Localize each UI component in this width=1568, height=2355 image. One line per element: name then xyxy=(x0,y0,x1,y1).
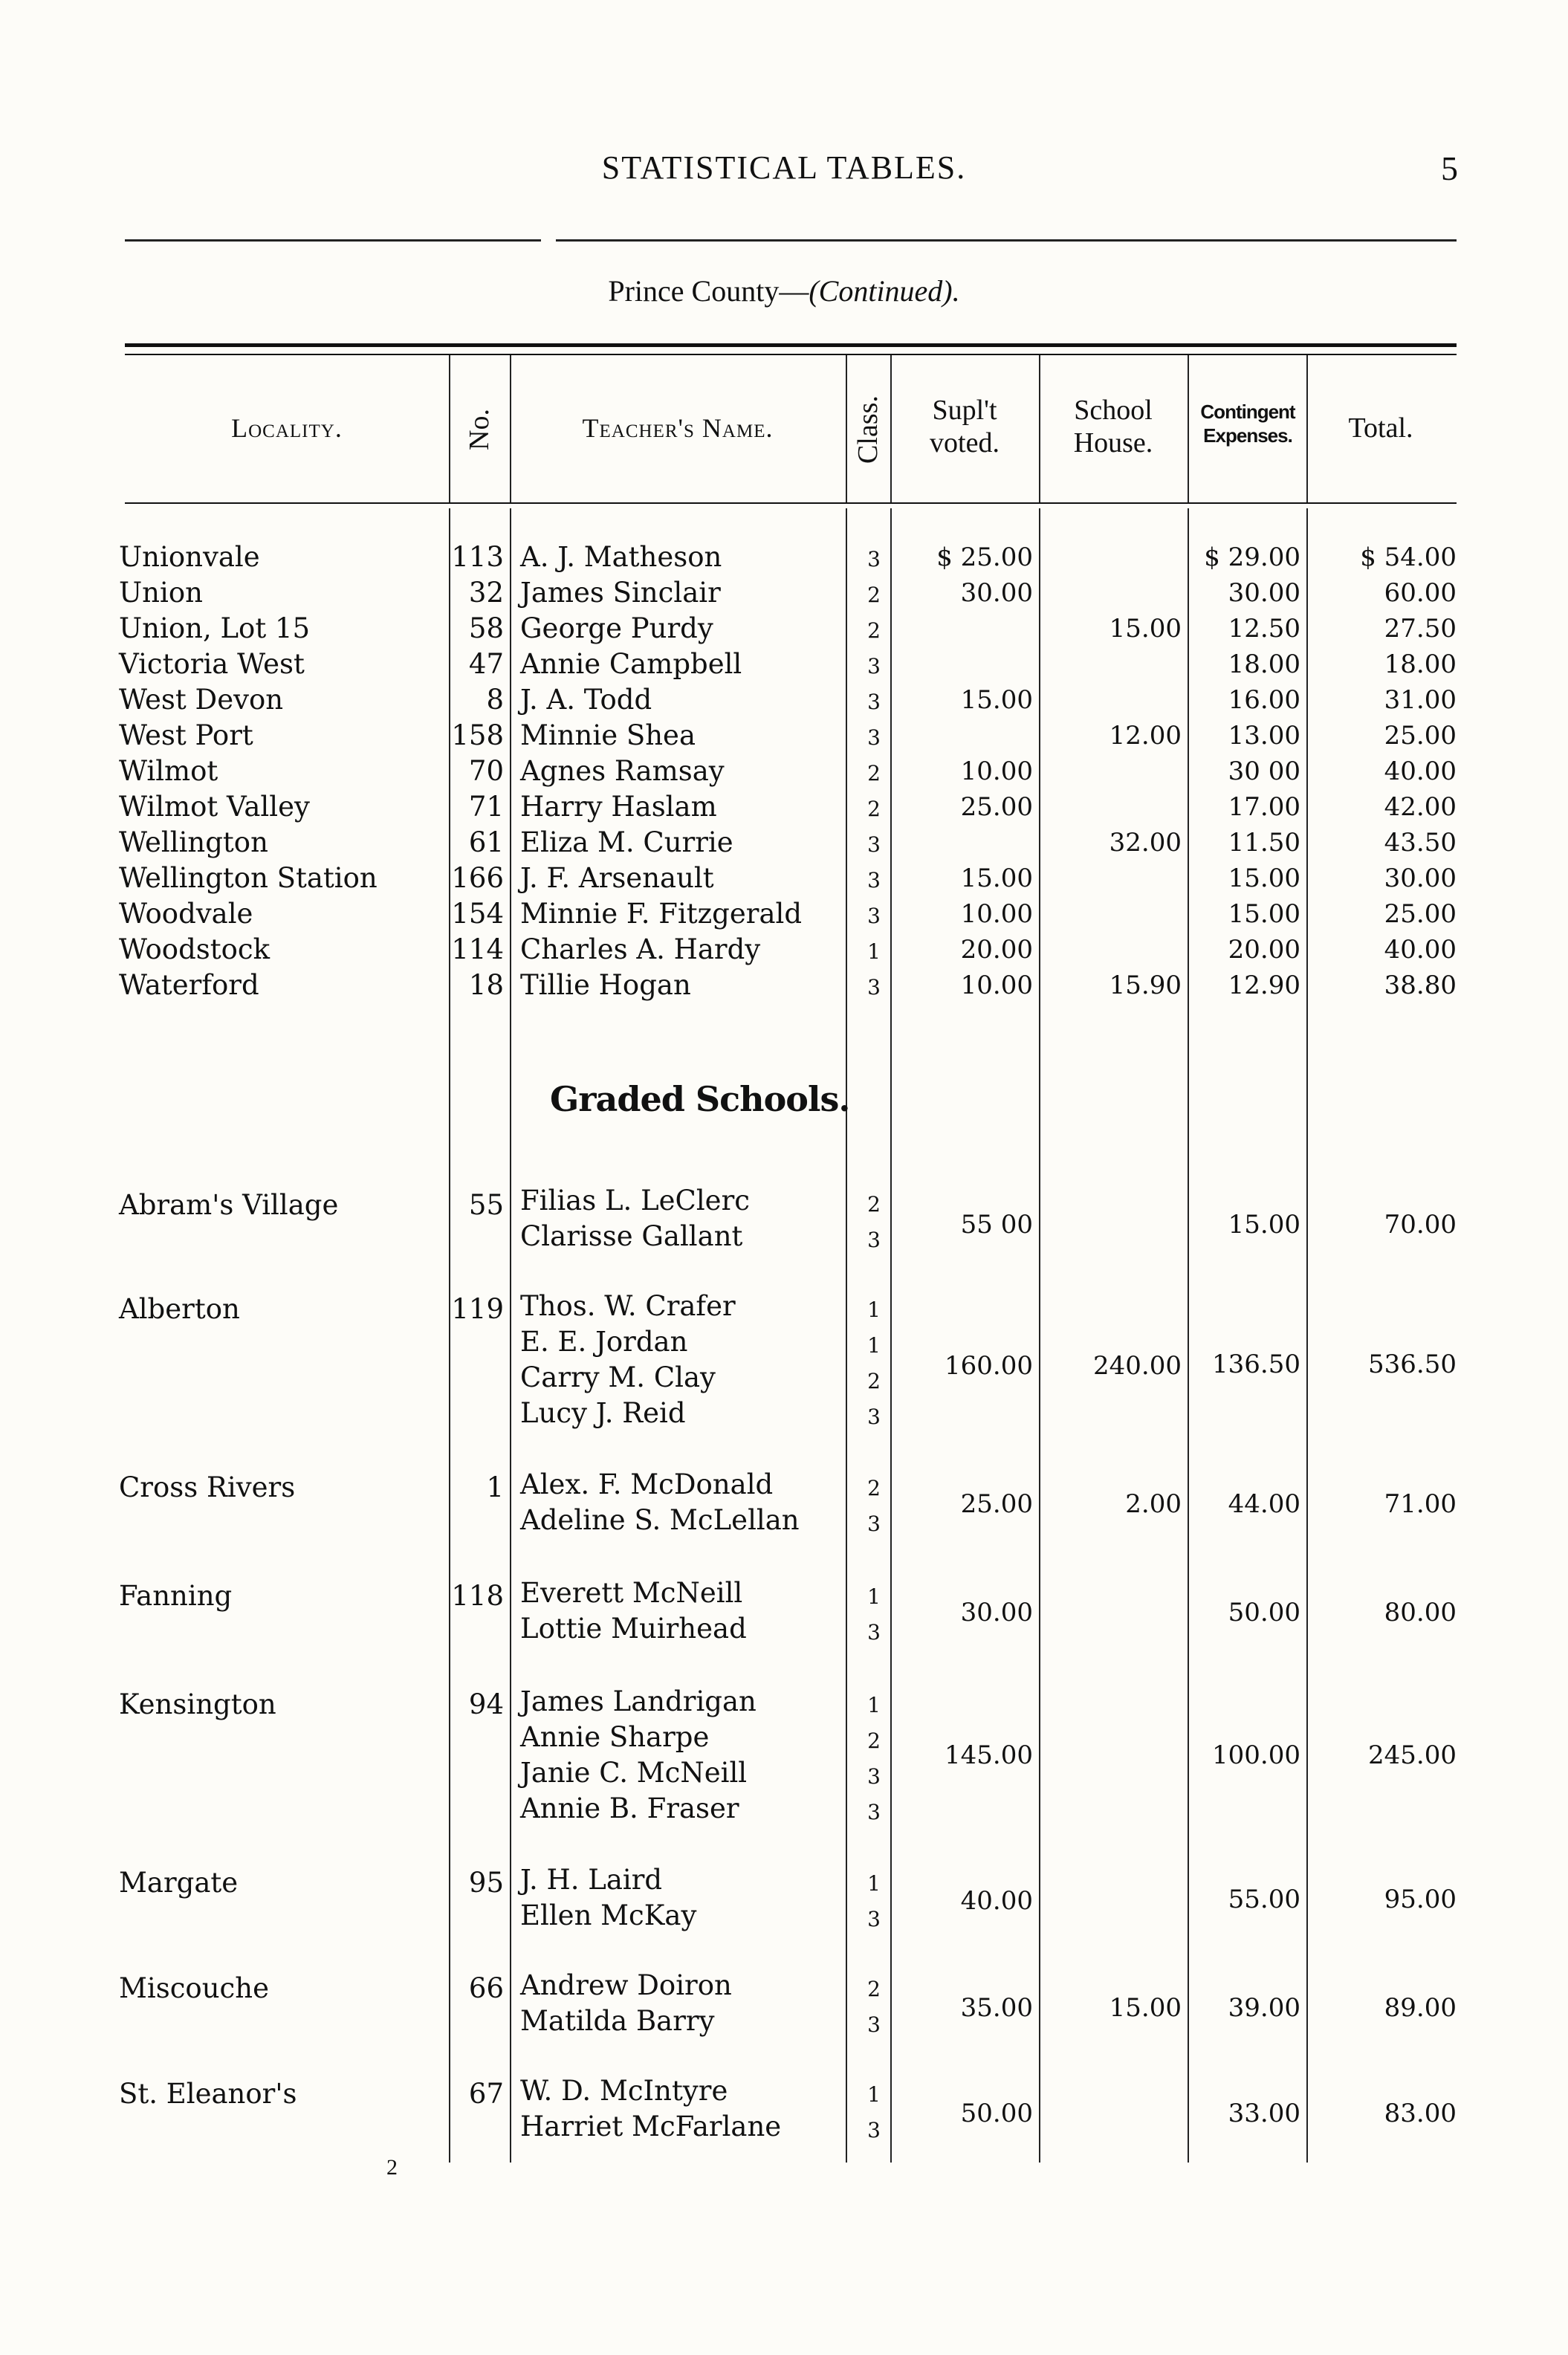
teacher-cell: J. H. Laird xyxy=(520,1864,663,1896)
teacher-cell: Thos. W. Crafer xyxy=(520,1290,736,1322)
col-divider xyxy=(510,508,511,2163)
class-cell: 1 xyxy=(867,1333,881,1358)
locality-cell: Cross Rivers xyxy=(119,1471,296,1503)
school-house-cell: 15.00 xyxy=(1109,1993,1182,2023)
teacher-cell: Harry Haslam xyxy=(520,791,717,823)
class-cell: 3 xyxy=(867,2118,881,2142)
class-cell: 2 xyxy=(867,1192,881,1217)
class-cell: 1 xyxy=(867,1693,881,1717)
teacher-cell: Alex. F. McDonald xyxy=(520,1468,774,1500)
teacher-cell: J. F. Arsenault xyxy=(520,862,714,894)
class-cell: 1 xyxy=(867,939,881,964)
class-cell: 2 xyxy=(867,618,881,643)
teacher-cell: Carry M. Clay xyxy=(520,1361,716,1393)
total-cell: 89.00 xyxy=(1384,1993,1457,2023)
total-cell: 30.00 xyxy=(1384,864,1457,893)
locality-cell: St. Eleanor's xyxy=(119,2078,297,2110)
teacher-cell: Minnie F. Fitzgerald xyxy=(520,898,803,930)
locality-cell: Kensington xyxy=(119,1688,276,1720)
total-cell: 43.50 xyxy=(1384,828,1457,858)
class-cell: 3 xyxy=(867,654,881,678)
locality-cell: West Port xyxy=(119,719,253,751)
teacher-cell: Annie Campbell xyxy=(520,648,742,680)
total-cell: 60.00 xyxy=(1384,578,1457,608)
supl-cell: 145.00 xyxy=(945,1740,1033,1770)
class-cell: 3 xyxy=(867,690,881,714)
col-header-class: Class. xyxy=(852,395,884,464)
no-cell: 8 xyxy=(486,684,504,716)
no-cell: 95 xyxy=(468,1867,504,1899)
class-cell: 2 xyxy=(867,1476,881,1500)
locality-cell: Fanning xyxy=(119,1580,233,1612)
teacher-cell: Lucy J. Reid xyxy=(520,1397,686,1429)
no-cell: 158 xyxy=(451,719,504,751)
class-cell: 2 xyxy=(867,797,881,821)
class-cell: 2 xyxy=(867,1369,881,1393)
class-cell: 1 xyxy=(867,2082,881,2107)
graded-schools-title: Graded Schools. xyxy=(550,1079,850,1119)
col-header-school-line2: House. xyxy=(1073,427,1153,459)
continued-note: (Continued). xyxy=(809,274,960,308)
contingent-cell: 15.00 xyxy=(1228,1210,1300,1240)
locality-cell: Unionvale xyxy=(119,541,260,573)
total-cell: 25.00 xyxy=(1384,721,1457,751)
total-cell: 245.00 xyxy=(1368,1740,1457,1770)
table-subtitle xyxy=(0,273,1568,308)
teacher-cell: Matilda Barry xyxy=(520,2005,715,2037)
teacher-cell: Adeline S. McLellan xyxy=(520,1504,800,1536)
no-cell: 67 xyxy=(468,2078,504,2110)
total-cell: 95.00 xyxy=(1384,1885,1457,1914)
col-divider xyxy=(1039,508,1040,2163)
contingent-cell: $ 29.00 xyxy=(1204,542,1300,572)
contingent-cell: 50.00 xyxy=(1228,1598,1300,1627)
locality-cell: Woodvale xyxy=(119,898,253,930)
class-cell: 3 xyxy=(867,1907,881,1931)
class-cell: 2 xyxy=(867,1977,881,2001)
class-cell: 3 xyxy=(867,547,881,571)
class-cell: 2 xyxy=(867,583,881,607)
class-cell: 3 xyxy=(867,1512,881,1536)
col-header-cont-line2: Expenses. xyxy=(1203,424,1292,447)
col-header-school-line1: School xyxy=(1074,395,1153,426)
total-cell: 71.00 xyxy=(1384,1489,1457,1519)
total-cell: 536.50 xyxy=(1368,1350,1457,1379)
locality-cell: Woodstock xyxy=(119,933,270,965)
total-cell: 31.00 xyxy=(1384,685,1457,715)
header-rule-right xyxy=(556,239,1457,242)
class-cell: 1 xyxy=(867,1871,881,1896)
class-cell: 1 xyxy=(867,1584,881,1609)
col-header-school-house xyxy=(1039,394,1188,459)
class-cell: 3 xyxy=(867,1800,881,1824)
class-cell: 3 xyxy=(867,975,881,1000)
school-house-cell: 32.00 xyxy=(1109,828,1182,858)
contingent-cell: 15.00 xyxy=(1228,864,1300,893)
supl-cell: 50.00 xyxy=(960,2099,1033,2128)
contingent-cell: 44.00 xyxy=(1228,1489,1300,1519)
col-header-supl-line2: voted. xyxy=(930,427,1000,459)
class-cell: 3 xyxy=(867,2012,881,2037)
contingent-cell: 16.00 xyxy=(1228,685,1300,715)
class-cell: 3 xyxy=(867,1405,881,1429)
col-header-supl xyxy=(890,394,1039,459)
locality-cell: Alberton xyxy=(119,1293,240,1325)
supl-cell: 10.00 xyxy=(960,971,1033,1000)
teacher-cell: Annie B. Fraser xyxy=(520,1792,739,1824)
class-cell: 3 xyxy=(867,1620,881,1645)
contingent-cell: 15.00 xyxy=(1228,899,1300,929)
no-cell: 113 xyxy=(451,541,504,573)
supl-cell: 15.00 xyxy=(960,685,1033,715)
no-cell: 47 xyxy=(468,648,504,680)
no-cell: 32 xyxy=(468,577,504,609)
total-cell: 25.00 xyxy=(1384,899,1457,929)
contingent-cell: 12.90 xyxy=(1228,971,1300,1000)
locality-cell: Wilmot xyxy=(119,755,218,787)
school-house-cell: 2.00 xyxy=(1125,1489,1182,1519)
signature-mark: 2 xyxy=(386,2155,398,2180)
no-cell: 119 xyxy=(451,1293,504,1325)
class-cell: 3 xyxy=(867,832,881,857)
contingent-cell: 11.50 xyxy=(1228,828,1300,858)
supl-cell: 160.00 xyxy=(945,1351,1033,1381)
contingent-cell: 100.00 xyxy=(1212,1740,1300,1770)
locality-cell: Miscouche xyxy=(119,1972,269,2004)
no-cell: 1 xyxy=(486,1471,504,1503)
teacher-cell: James Landrigan xyxy=(520,1685,757,1717)
no-cell: 118 xyxy=(451,1580,504,1612)
col-divider xyxy=(449,355,450,502)
teacher-cell: Clarisse Gallant xyxy=(520,1220,743,1252)
class-cell: 2 xyxy=(867,761,881,785)
locality-cell: Wellington Station xyxy=(119,862,378,894)
running-title: STATISTICAL TABLES. xyxy=(601,149,967,186)
teacher-cell: J. A. Todd xyxy=(520,684,652,716)
contingent-cell: 13.00 xyxy=(1228,721,1300,751)
supl-cell: 25.00 xyxy=(960,792,1033,822)
teacher-cell: Janie C. McNeill xyxy=(520,1757,748,1789)
school-house-cell: 15.00 xyxy=(1109,614,1182,644)
total-cell: 27.50 xyxy=(1384,614,1457,644)
col-header-no: No. xyxy=(464,409,495,450)
no-cell: 71 xyxy=(468,791,504,823)
locality-cell: Margate xyxy=(119,1867,239,1899)
class-cell: 1 xyxy=(867,1298,881,1322)
locality-cell: Wellington xyxy=(119,826,268,858)
no-cell: 61 xyxy=(468,826,504,858)
contingent-cell: 55.00 xyxy=(1228,1885,1300,1914)
teacher-cell: James Sinclair xyxy=(520,577,721,609)
header-bottom-rule xyxy=(125,502,1457,504)
page-number: 5 xyxy=(1441,149,1458,187)
contingent-cell: 17.00 xyxy=(1228,792,1300,822)
locality-cell: Union, Lot 15 xyxy=(119,612,311,644)
contingent-cell: 136.50 xyxy=(1212,1350,1300,1379)
contingent-cell: 33.00 xyxy=(1228,2099,1300,2128)
col-header-contingent xyxy=(1189,400,1306,447)
contingent-cell: 18.00 xyxy=(1228,650,1300,679)
teacher-cell: Agnes Ramsay xyxy=(520,755,725,787)
total-cell: 70.00 xyxy=(1384,1210,1457,1240)
col-header-total: Total. xyxy=(1348,412,1413,444)
supl-cell: 40.00 xyxy=(960,1886,1033,1916)
class-cell: 3 xyxy=(867,725,881,750)
locality-cell: West Devon xyxy=(119,684,284,716)
supl-cell: 10.00 xyxy=(960,899,1033,929)
teacher-cell: Eliza M. Currie xyxy=(520,826,733,858)
total-cell: 42.00 xyxy=(1384,792,1457,822)
contingent-cell: 30 00 xyxy=(1228,757,1300,786)
no-cell: 55 xyxy=(468,1189,504,1221)
teacher-cell: George Purdy xyxy=(520,612,713,644)
total-cell: 40.00 xyxy=(1384,757,1457,786)
school-house-cell: 12.00 xyxy=(1109,721,1182,751)
col-header-cont-line1: Contingent xyxy=(1200,401,1295,423)
locality-cell: Victoria West xyxy=(119,648,305,680)
teacher-cell: A. J. Matheson xyxy=(520,541,722,573)
no-cell: 154 xyxy=(451,898,504,930)
total-cell: $ 54.00 xyxy=(1360,542,1457,572)
no-cell: 18 xyxy=(468,969,504,1001)
teacher-cell: E. E. Jordan xyxy=(520,1326,688,1358)
teacher-cell: Harriet McFarlane xyxy=(520,2111,782,2142)
table-top-rule-thin xyxy=(125,354,1457,355)
total-cell: 83.00 xyxy=(1384,2099,1457,2128)
teacher-cell: Andrew Doiron xyxy=(520,1969,732,2001)
contingent-cell: 12.50 xyxy=(1228,614,1300,644)
supl-cell: 25.00 xyxy=(960,1489,1033,1519)
no-cell: 94 xyxy=(468,1688,504,1720)
teacher-cell: Charles A. Hardy xyxy=(520,933,761,965)
class-cell: 3 xyxy=(867,1764,881,1789)
supl-cell: 55 00 xyxy=(960,1210,1033,1240)
teacher-cell: Everett McNeill xyxy=(520,1577,743,1609)
table-top-rule xyxy=(125,343,1457,347)
supl-cell: 20.00 xyxy=(960,935,1033,965)
contingent-cell: 30.00 xyxy=(1228,578,1300,608)
supl-cell: 15.00 xyxy=(960,864,1033,893)
locality-cell: Waterford xyxy=(119,969,259,1001)
no-cell: 114 xyxy=(451,933,504,965)
teacher-cell: W. D. McIntyre xyxy=(520,2075,728,2107)
supl-cell: 30.00 xyxy=(960,578,1033,608)
col-header-teacher: Teacher's Name. xyxy=(582,413,774,443)
no-cell: 66 xyxy=(468,1972,504,2004)
teacher-cell: Lottie Muirhead xyxy=(520,1613,747,1645)
no-cell: 70 xyxy=(468,755,504,787)
class-cell: 3 xyxy=(867,1228,881,1252)
class-cell: 3 xyxy=(867,904,881,928)
supl-cell: 35.00 xyxy=(960,1993,1033,2023)
county-name: Prince County— xyxy=(608,274,809,308)
col-divider xyxy=(846,355,847,502)
supl-cell: 30.00 xyxy=(960,1598,1033,1627)
locality-cell: Wilmot Valley xyxy=(119,791,310,823)
teacher-cell: Ellen McKay xyxy=(520,1899,697,1931)
total-cell: 18.00 xyxy=(1384,650,1457,679)
class-cell: 2 xyxy=(867,1729,881,1753)
total-cell: 80.00 xyxy=(1384,1598,1457,1627)
teacher-cell: Minnie Shea xyxy=(520,719,696,751)
locality-cell: Union xyxy=(119,577,203,609)
school-house-cell: 240.00 xyxy=(1093,1351,1182,1381)
locality-cell: Abram's Village xyxy=(119,1189,339,1221)
supl-cell: $ 25.00 xyxy=(936,542,1033,572)
school-house-cell: 15.90 xyxy=(1109,971,1182,1000)
no-cell: 166 xyxy=(451,862,504,894)
total-cell: 40.00 xyxy=(1384,935,1457,965)
teacher-cell: Tillie Hogan xyxy=(520,969,691,1001)
page-header xyxy=(0,149,1568,193)
col-divider xyxy=(846,508,847,2163)
header-rule-left xyxy=(125,239,541,242)
contingent-cell: 20.00 xyxy=(1228,935,1300,965)
teacher-cell: Annie Sharpe xyxy=(520,1721,710,1753)
supl-cell: 10.00 xyxy=(960,757,1033,786)
contingent-cell: 39.00 xyxy=(1228,1993,1300,2023)
no-cell: 58 xyxy=(468,612,504,644)
teacher-cell: Filias L. LeClerc xyxy=(520,1185,750,1217)
total-cell: 38.80 xyxy=(1384,971,1457,1000)
col-header-locality: Locality. xyxy=(231,413,343,443)
class-cell: 3 xyxy=(867,868,881,893)
col-header-supl-line1: Supl't xyxy=(932,395,997,426)
